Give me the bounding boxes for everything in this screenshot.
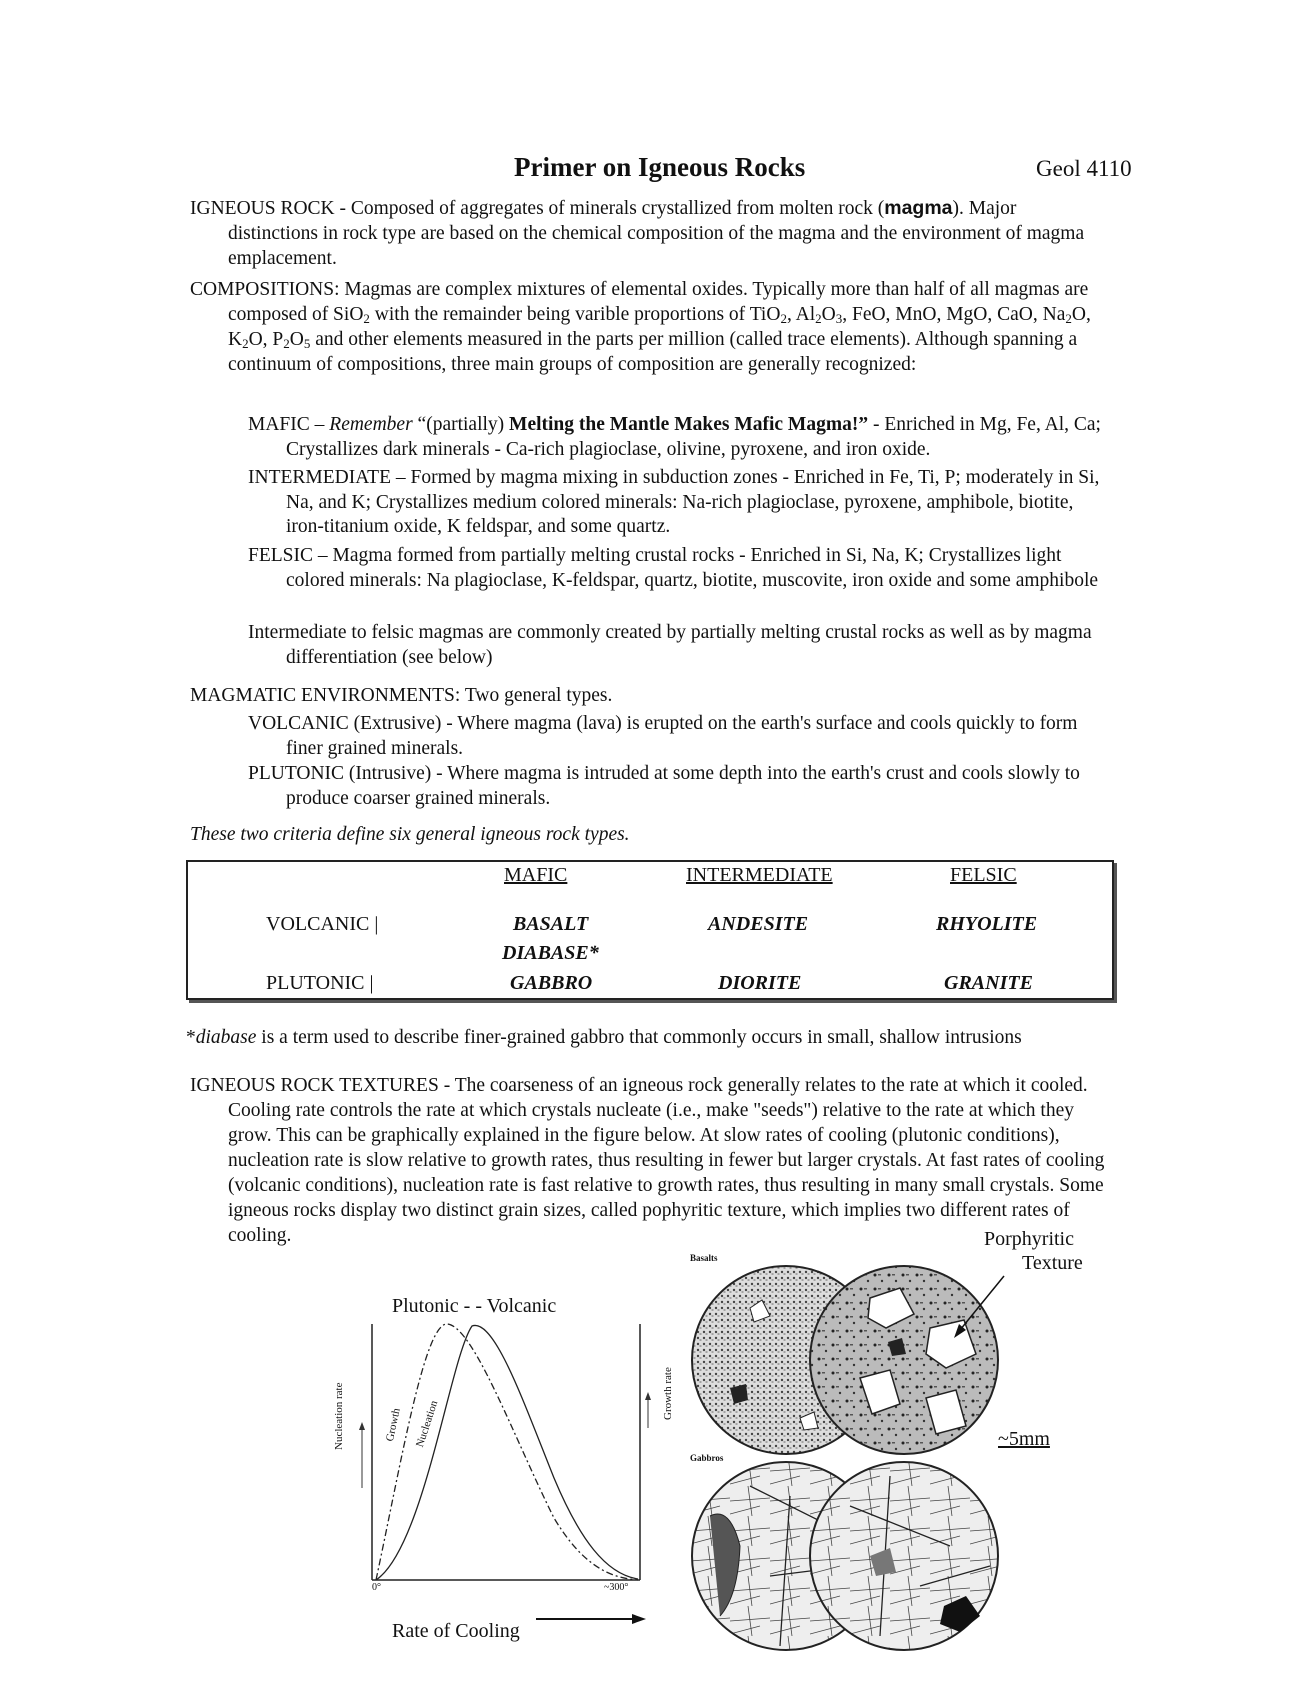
intermediate-felsic-note <box>248 621 1108 670</box>
mafic-label: MAFIC – <box>248 414 330 435</box>
diabase-rest: is a term used to describe finer-grained gabbro that commonly occurs in small, shallow intrusions <box>256 1027 1022 1048</box>
igneous-rock-heading: IGNEOUS ROCK - <box>190 198 346 219</box>
sub-2b: 2 <box>780 311 787 326</box>
sub-2e: 2 <box>242 336 249 351</box>
intermediate-text: INTERMEDIATE – Formed by magma mixing in subduction zones - Enriched in Fe, Ti, P; moderately in Si, Na, and K; Crystallizes medium colored minerals: Na-rich plagioclase, pyroxene, amphibole, biotite, iron-titanium oxide, K feldspar, and some quartz. <box>248 467 1100 537</box>
cell-diabase: DIABASE* <box>502 942 599 964</box>
sub-2d: 2 <box>1065 311 1072 326</box>
sub-5: 5 <box>303 336 311 351</box>
cell-rhyolite: RHYOLITE <box>936 913 1038 935</box>
y-axis-left-label: Nucleation rate <box>333 1382 345 1450</box>
textures-text: IGNEOUS ROCK TEXTURES - The coarseness of an igneous rock generally relates to the rate at which it cooled. Cooling rate controls the rate at which crystals nucleate (i.e., make "seeds") relative to the rate at which they grow. This can be graphically explained in the figure below. At slow rates of cooling (plutonic conditions), nucleation rate is slow relative to growth rates, thus resulting in fewer but larger crystals. At fast rates of cooling (volcanic conditions), nucleation rate is fast relative to growth rates, thus resulting in many small crystals. Some igneous rocks display two distinct grain sizes, called pophyritic texture, which implies two different rates of cooling. <box>190 1075 1105 1246</box>
mafic-remember: Remember <box>329 414 413 435</box>
comp-t2: with the remainder being varible proportions of TiO <box>369 304 781 325</box>
col-header-mafic: MAFIC <box>504 864 568 886</box>
curve-growth-label: Growth <box>384 1407 403 1443</box>
igneous-rock-text-a: Composed of aggregates of minerals crystallized from molten rock ( <box>346 198 885 219</box>
scale-label: ~5mm <box>998 1428 1050 1450</box>
plutonic-item <box>248 762 1108 811</box>
comp-t4: O <box>821 304 836 325</box>
row-label-volcanic: VOLCANIC | <box>266 913 379 935</box>
mafic-mnemonic: Melting the Mantle Makes Mafic Magma!” <box>509 414 869 435</box>
x-min-label: 0° <box>372 1582 381 1593</box>
mafic-item <box>248 413 1108 462</box>
graph-title: Plutonic - - Volcanic <box>392 1295 557 1317</box>
sub-2f: 2 <box>283 336 290 351</box>
row-label-plutonic: PLUTONIC | <box>266 972 374 994</box>
col-header-intermediate: INTERMEDIATE <box>686 864 833 886</box>
igneous-rock-text-b: ). Major distinctions in rock type are based on the chemical composition of the magma and the environment of magma emplacement. <box>228 198 1085 269</box>
mafic-rest: - Enriched in Mg, Fe, Al, Ca; Crystallizes dark minerals - Ca-rich plagioclase, olivine, pyroxene, and iron oxide. <box>286 414 1101 460</box>
comp-t8: O <box>289 329 304 350</box>
x-axis-label: Rate of Cooling <box>392 1620 520 1642</box>
arrow-right-icon <box>536 1612 646 1631</box>
comp-t1: Magmas are complex mixtures of elemental oxides. Typically more than half of all magmas are composed of SiO <box>228 279 1089 325</box>
porphyritic-label-2: Texture <box>1022 1252 1083 1274</box>
x-max-label: ~300° <box>604 1582 629 1593</box>
comp-t9: and other elements measured in the parts per million (called trace elements). Although spanning a continuum of compositions, three main groups of composition are generally recognized: <box>228 329 1078 375</box>
course-code: Geol 4110 <box>1036 156 1132 181</box>
textures-paragraph <box>190 1073 1110 1248</box>
comp-t3: , Al <box>786 304 816 325</box>
criteria-note: These two criteria define six general igneous rock types. <box>190 824 630 845</box>
sub-2a: 2 <box>363 311 370 326</box>
cell-diorite: DIORITE <box>718 972 802 994</box>
diabase-star: * <box>186 1027 196 1048</box>
mafic-quote: “(partially) <box>412 414 510 435</box>
cell-gabbro: GABBRO <box>510 972 593 994</box>
sub-3: 3 <box>835 311 843 326</box>
curve-nucleation-label: Nucleation <box>414 1399 441 1449</box>
gabbros-label: Gabbros <box>690 1453 724 1463</box>
felsic-text: FELSIC – Magma formed from partially melting crustal rocks - Enriched in Si, Na, K; Crystallizes light colored minerals: Na plagioclase, K-feldspar, quartz, biotite, muscovite, iron oxide and some amphibole <box>248 545 1099 591</box>
compositions-heading: COMPOSITIONS: <box>190 279 340 300</box>
comp-t5: , FeO, MnO, MgO, CaO, Na <box>842 304 1066 325</box>
environments-heading: MAGMATIC ENVIRONMENTS: Two general types. <box>190 685 613 706</box>
cell-andesite: ANDESITE <box>708 913 809 935</box>
volcanic-text: VOLCANIC (Extrusive) - Where magma (lava) is erupted on the earth's surface and cools quickly to form finer grained minerals. <box>248 713 1078 759</box>
porphyritic-pointer-icon <box>950 1274 1010 1345</box>
magma-term: magma <box>884 197 953 219</box>
comp-t6: O, K <box>228 304 1091 350</box>
volcanic-item <box>248 712 1108 761</box>
plutonic-text: PLUTONIC (Intrusive) - Where magma is intruded at some depth into the earth's crust and cools slowly to produce coarser grained minerals. <box>248 763 1080 809</box>
cell-granite: GRANITE <box>944 972 1033 994</box>
intermediate-felsic-text: Intermediate to felsic magmas are commonly created by partially melting crustal rocks as well as by magma differentiation (see below) <box>248 622 1092 668</box>
rock-type-table <box>186 860 1114 1000</box>
y-axis-right-label: Growth rate <box>662 1367 674 1420</box>
porphyritic-label-1: Porphyritic <box>984 1228 1074 1250</box>
felsic-item <box>248 544 1108 593</box>
diabase-note <box>186 1025 1126 1050</box>
cell-basalt: BASALT <box>513 913 589 935</box>
gabbro-thin-section-image <box>690 1456 1010 1661</box>
intermediate-item <box>248 466 1108 540</box>
col-header-felsic: FELSIC <box>950 864 1017 886</box>
igneous-rock-paragraph <box>190 196 1110 271</box>
basalts-label: Basalts <box>690 1253 718 1263</box>
comp-t7: O, P <box>248 329 284 350</box>
compositions-paragraph <box>190 277 1110 377</box>
diabase-term: diabase <box>195 1027 257 1048</box>
cooling-graph <box>354 1318 654 1598</box>
page-title: Primer on Igneous Rocks <box>514 152 806 182</box>
sub-2c: 2 <box>815 311 822 326</box>
